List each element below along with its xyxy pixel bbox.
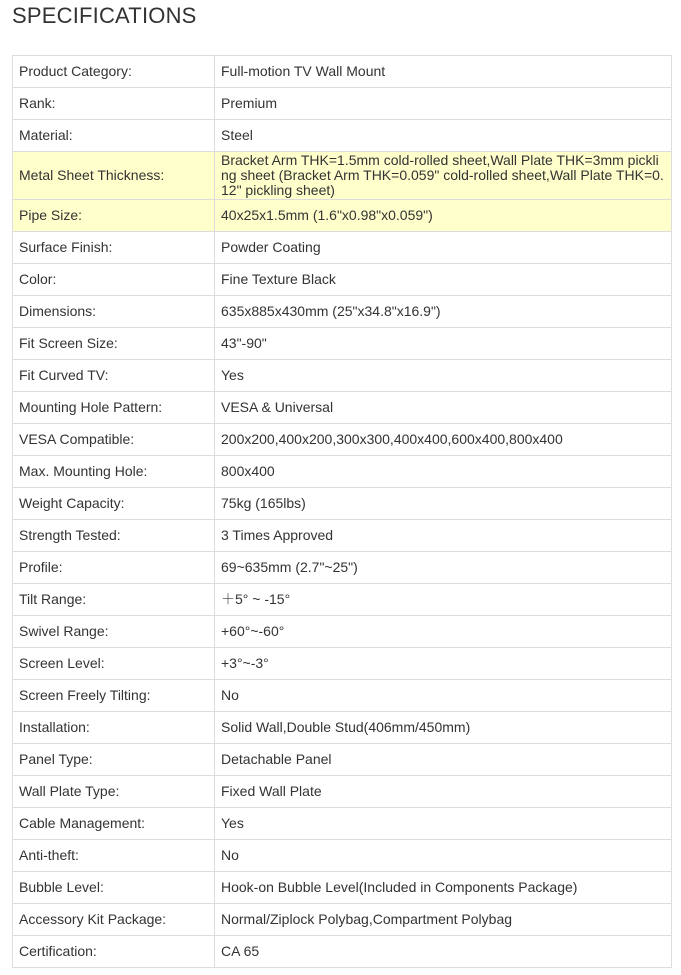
spec-value: Yes <box>215 808 672 840</box>
spec-label: Max. Mounting Hole: <box>13 456 215 488</box>
spec-label: Metal Sheet Thickness: <box>13 152 215 200</box>
spec-label: Installation: <box>13 712 215 744</box>
spec-value: 69~635mm (2.7"~25") <box>215 552 672 584</box>
spec-value: No <box>215 680 672 712</box>
spec-value: 200x200,400x200,300x300,400x400,600x400,800x400 <box>215 424 672 456</box>
spec-row <box>13 120 672 152</box>
spec-value: 3 Times Approved <box>215 520 672 552</box>
spec-label: Product Category: <box>13 56 215 88</box>
spec-value: Solid Wall,Double Stud(406mm/450mm) <box>215 712 672 744</box>
spec-value: Powder Coating <box>215 232 672 264</box>
spec-label: Swivel Range: <box>13 616 215 648</box>
spec-value: +60°~-60° <box>215 616 672 648</box>
spec-label: Tilt Range: <box>13 584 215 616</box>
spec-label: Mounting Hole Pattern: <box>13 392 215 424</box>
spec-label: Rank: <box>13 88 215 120</box>
spec-row <box>13 616 672 648</box>
spec-row <box>13 264 672 296</box>
spec-label: Screen Level: <box>13 648 215 680</box>
spec-row <box>13 88 672 120</box>
spec-row <box>13 840 672 872</box>
spec-row <box>13 520 672 552</box>
spec-label: Profile: <box>13 552 215 584</box>
spec-value: Steel <box>215 120 672 152</box>
spec-row <box>13 56 672 88</box>
spec-label: Dimensions: <box>13 296 215 328</box>
spec-value: +3°~-3° <box>215 648 672 680</box>
spec-row <box>13 232 672 264</box>
spec-value: 800x400 <box>215 456 672 488</box>
spec-row <box>13 872 672 904</box>
spec-row <box>13 152 672 200</box>
spec-row <box>13 456 672 488</box>
spec-label: VESA Compatible: <box>13 424 215 456</box>
spec-row <box>13 936 672 968</box>
spec-row <box>13 392 672 424</box>
spec-value: Fine Texture Black <box>215 264 672 296</box>
spec-row <box>13 200 672 232</box>
spec-value: 43"-90" <box>215 328 672 360</box>
spec-label: Wall Plate Type: <box>13 776 215 808</box>
spec-row <box>13 552 672 584</box>
spec-label: Accessory Kit Package: <box>13 904 215 936</box>
spec-value: Bracket Arm THK=1.5mm cold-rolled sheet,Wall Plate THK=3mm pickling sheet (Bracket Arm THK=0.059" cold-rolled sheet,Wall Plate THK=0.12" pickling sheet) <box>215 152 672 200</box>
spec-row <box>13 328 672 360</box>
spec-row <box>13 744 672 776</box>
spec-value: 40x25x1.5mm (1.6"x0.98"x0.059") <box>215 200 672 232</box>
spec-label: Weight Capacity: <box>13 488 215 520</box>
spec-row <box>13 584 672 616</box>
spec-label: Surface Finish: <box>13 232 215 264</box>
spec-label: Anti-theft: <box>13 840 215 872</box>
spec-row <box>13 904 672 936</box>
spec-row <box>13 712 672 744</box>
spec-row <box>13 360 672 392</box>
spec-label: Cable Management: <box>13 808 215 840</box>
spec-label: Certification: <box>13 936 215 968</box>
specifications-table-body <box>13 56 672 968</box>
spec-label: Bubble Level: <box>13 872 215 904</box>
page-title: SPECIFICATIONS <box>12 3 197 28</box>
spec-row <box>13 296 672 328</box>
specifications-table <box>12 55 672 968</box>
spec-label: Fit Screen Size: <box>13 328 215 360</box>
spec-value: No <box>215 840 672 872</box>
spec-value: Yes <box>215 360 672 392</box>
spec-value: Normal/Ziplock Polybag,Compartment Polybag <box>215 904 672 936</box>
spec-value: Full-motion TV Wall Mount <box>215 56 672 88</box>
spec-value: Premium <box>215 88 672 120</box>
spec-label: Panel Type: <box>13 744 215 776</box>
spec-row <box>13 424 672 456</box>
spec-value: Fixed Wall Plate <box>215 776 672 808</box>
spec-value: 75kg (165lbs) <box>215 488 672 520</box>
spec-row <box>13 648 672 680</box>
spec-label: Material: <box>13 120 215 152</box>
spec-label: Strength Tested: <box>13 520 215 552</box>
spec-row <box>13 680 672 712</box>
spec-value: ＋5° ~ -15° <box>215 584 672 616</box>
spec-row <box>13 776 672 808</box>
spec-label: Fit Curved TV: <box>13 360 215 392</box>
spec-value: 635x885x430mm (25"x34.8"x16.9") <box>215 296 672 328</box>
spec-label: Color: <box>13 264 215 296</box>
spec-row <box>13 488 672 520</box>
spec-label: Pipe Size: <box>13 200 215 232</box>
spec-value: Detachable Panel <box>215 744 672 776</box>
spec-row <box>13 808 672 840</box>
spec-label: Screen Freely Tilting: <box>13 680 215 712</box>
spec-value: Hook-on Bubble Level(Included in Components Package) <box>215 872 672 904</box>
spec-value: VESA & Universal <box>215 392 672 424</box>
spec-value: CA 65 <box>215 936 672 968</box>
